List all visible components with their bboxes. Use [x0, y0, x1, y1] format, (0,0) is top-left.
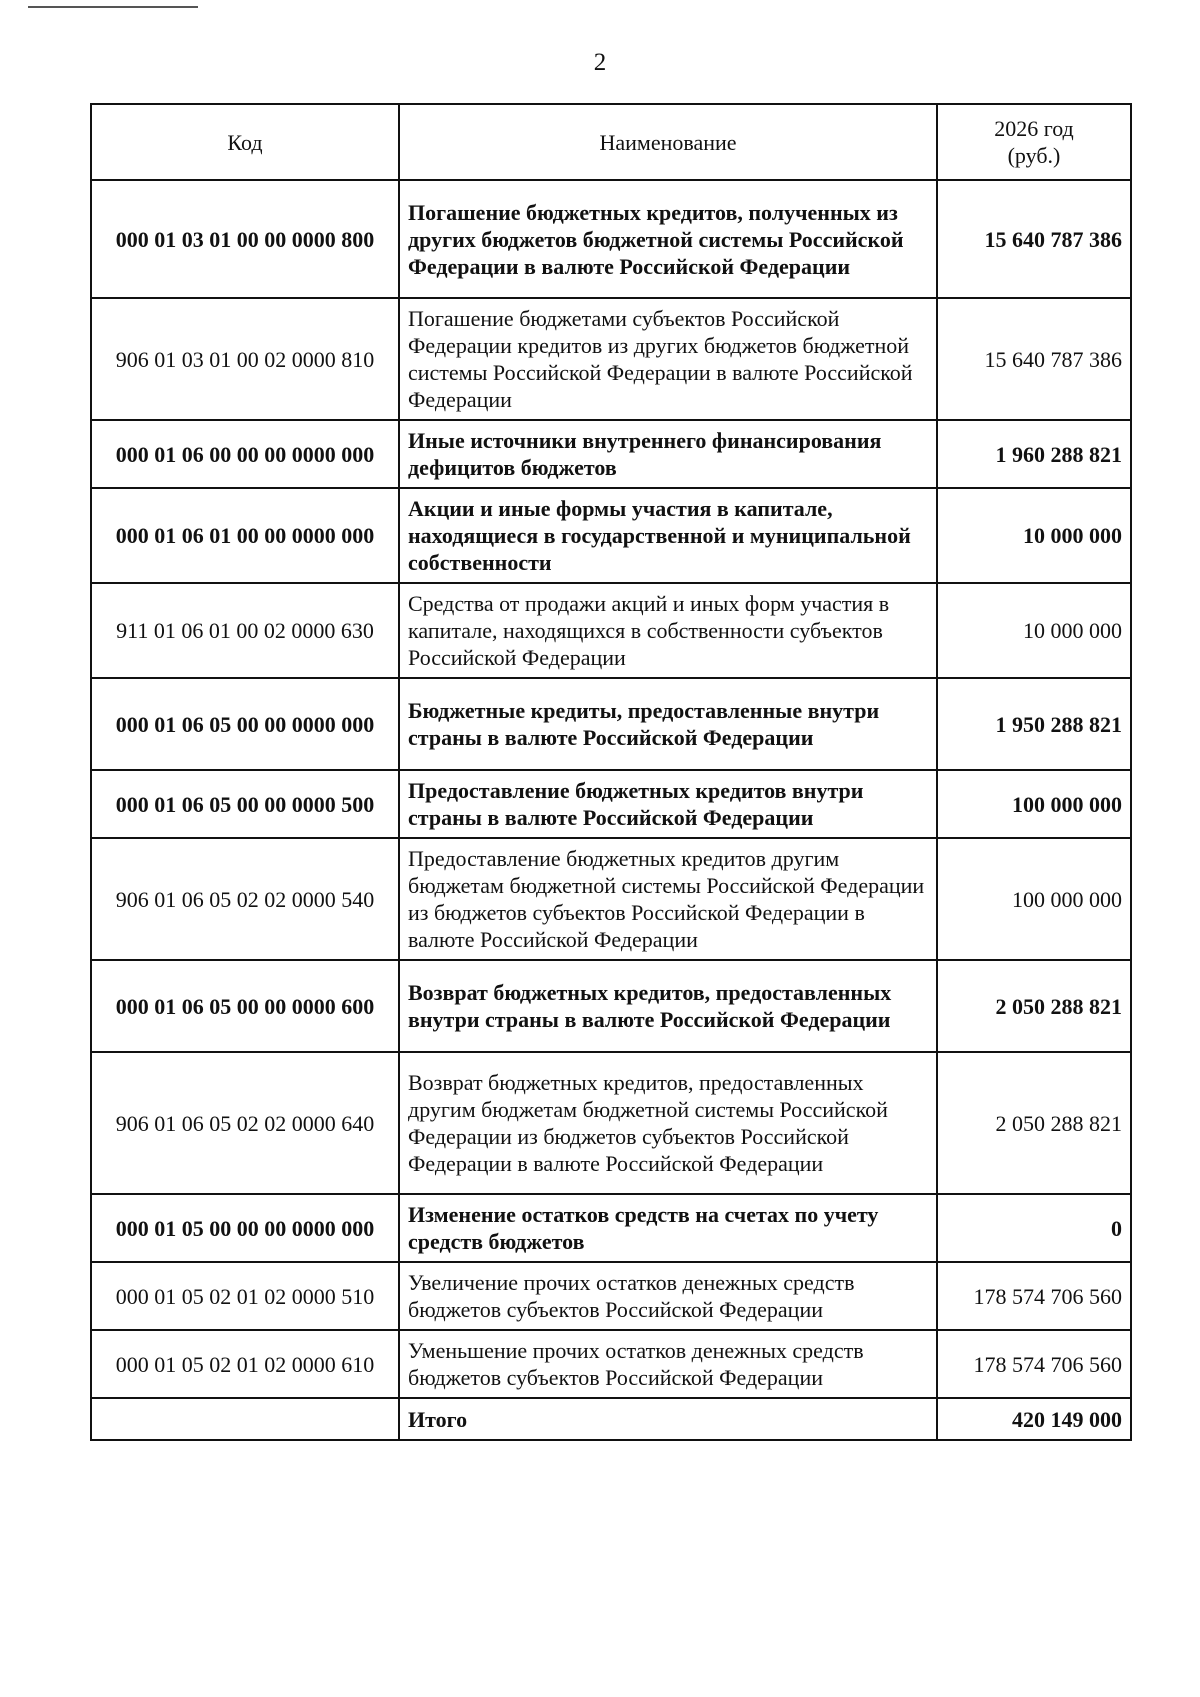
row-code: 000 01 05 02 01 02 0000 610: [91, 1330, 399, 1398]
total-amount: 420 149 000: [937, 1398, 1131, 1440]
row-name: Бюджетные кредиты, предоставленные внутри страны в валюте Российской Федерации: [399, 678, 937, 770]
row-amount: 100 000 000: [937, 838, 1131, 960]
row-amount: 15 640 787 386: [937, 298, 1131, 420]
row-name: Средства от продажи акций и иных форм участия в капитале, находящихся в собственности субъектов Российской Федерации: [399, 583, 937, 678]
row-code: 000 01 06 05 00 00 0000 500: [91, 770, 399, 838]
row-amount: 2 050 288 821: [937, 1052, 1131, 1194]
table-header-row: [91, 104, 1131, 180]
row-amount: 10 000 000: [937, 583, 1131, 678]
total-code-empty: [91, 1398, 399, 1440]
top-rule: [28, 6, 198, 8]
row-amount: 10 000 000: [937, 488, 1131, 583]
total-row: [91, 1398, 1131, 1440]
row-amount: 178 574 706 560: [937, 1330, 1131, 1398]
table-row: [91, 1194, 1131, 1262]
row-amount: 100 000 000: [937, 770, 1131, 838]
row-code: 906 01 03 01 00 02 0000 810: [91, 298, 399, 420]
row-name: Изменение остатков средств на счетах по учету средств бюджетов: [399, 1194, 937, 1262]
row-code: 906 01 06 05 02 02 0000 540: [91, 838, 399, 960]
table-row: [91, 1262, 1131, 1330]
total-label: Итого: [399, 1398, 937, 1440]
row-code: 000 01 06 05 00 00 0000 600: [91, 960, 399, 1052]
row-name: Возврат бюджетных кредитов, предоставленных внутри страны в валюте Российской Федерации: [399, 960, 937, 1052]
row-code: 911 01 06 01 00 02 0000 630: [91, 583, 399, 678]
header-amount: [937, 104, 1131, 180]
row-code: 000 01 06 05 00 00 0000 000: [91, 678, 399, 770]
row-code: 000 01 06 01 00 00 0000 000: [91, 488, 399, 583]
row-name: Предоставление бюджетных кредитов внутри страны в валюте Российской Федерации: [399, 770, 937, 838]
row-amount: 15 640 787 386: [937, 180, 1131, 298]
row-code: 000 01 03 01 00 00 0000 800: [91, 180, 399, 298]
header-code: Код: [91, 104, 399, 180]
table-row: [91, 298, 1131, 420]
row-name: Погашение бюджетных кредитов, полученных из других бюджетов бюджетной системы Российской Федерации в валюте Российской Федерации: [399, 180, 937, 298]
row-code: 000 01 05 02 01 02 0000 510: [91, 1262, 399, 1330]
row-name: Предоставление бюджетных кредитов другим бюджетам бюджетной системы Российской Федерации из бюджетов субъектов Российской Федерации в валюте Российской Федерации: [399, 838, 937, 960]
row-name: Иные источники внутреннего финансирования дефицитов бюджетов: [399, 420, 937, 488]
sources-table: [90, 103, 1132, 1441]
table-row: [91, 960, 1131, 1052]
header-amount-unit: (руб.): [1007, 143, 1061, 168]
row-amount: 178 574 706 560: [937, 1262, 1131, 1330]
row-code: 000 01 05 00 00 00 0000 000: [91, 1194, 399, 1262]
header-amount-year: 2026 год: [994, 116, 1074, 141]
row-amount: 2 050 288 821: [937, 960, 1131, 1052]
table-row: [91, 770, 1131, 838]
row-amount: 0: [937, 1194, 1131, 1262]
row-name: Увеличение прочих остатков денежных средств бюджетов субъектов Российской Федерации: [399, 1262, 937, 1330]
header-name: Наименование: [399, 104, 937, 180]
row-code: 906 01 06 05 02 02 0000 640: [91, 1052, 399, 1194]
row-name: Акции и иные формы участия в капитале, находящиеся в государственной и муниципальной собственности: [399, 488, 937, 583]
row-amount: 1 950 288 821: [937, 678, 1131, 770]
row-name: Уменьшение прочих остатков денежных средств бюджетов субъектов Российской Федерации: [399, 1330, 937, 1398]
table-row: [91, 420, 1131, 488]
table-row: [91, 1330, 1131, 1398]
row-name: Погашение бюджетами субъектов Российской Федерации кредитов из других бюджетов бюджетной системы Российской Федерации в валюте Российской Федерации: [399, 298, 937, 420]
page-number: 2: [593, 49, 607, 76]
table-row: [91, 1052, 1131, 1194]
row-amount: 1 960 288 821: [937, 420, 1131, 488]
row-code: 000 01 06 00 00 00 0000 000: [91, 420, 399, 488]
table-row: [91, 180, 1131, 298]
table-row: [91, 678, 1131, 770]
table-row: [91, 583, 1131, 678]
table-row: [91, 838, 1131, 960]
table-body: [91, 180, 1131, 1440]
row-name: Возврат бюджетных кредитов, предоставленных другим бюджетам бюджетной системы Российской Федерации из бюджетов субъектов Российской Федерации в валюте Российской Федерации: [399, 1052, 937, 1194]
table-row: [91, 488, 1131, 583]
